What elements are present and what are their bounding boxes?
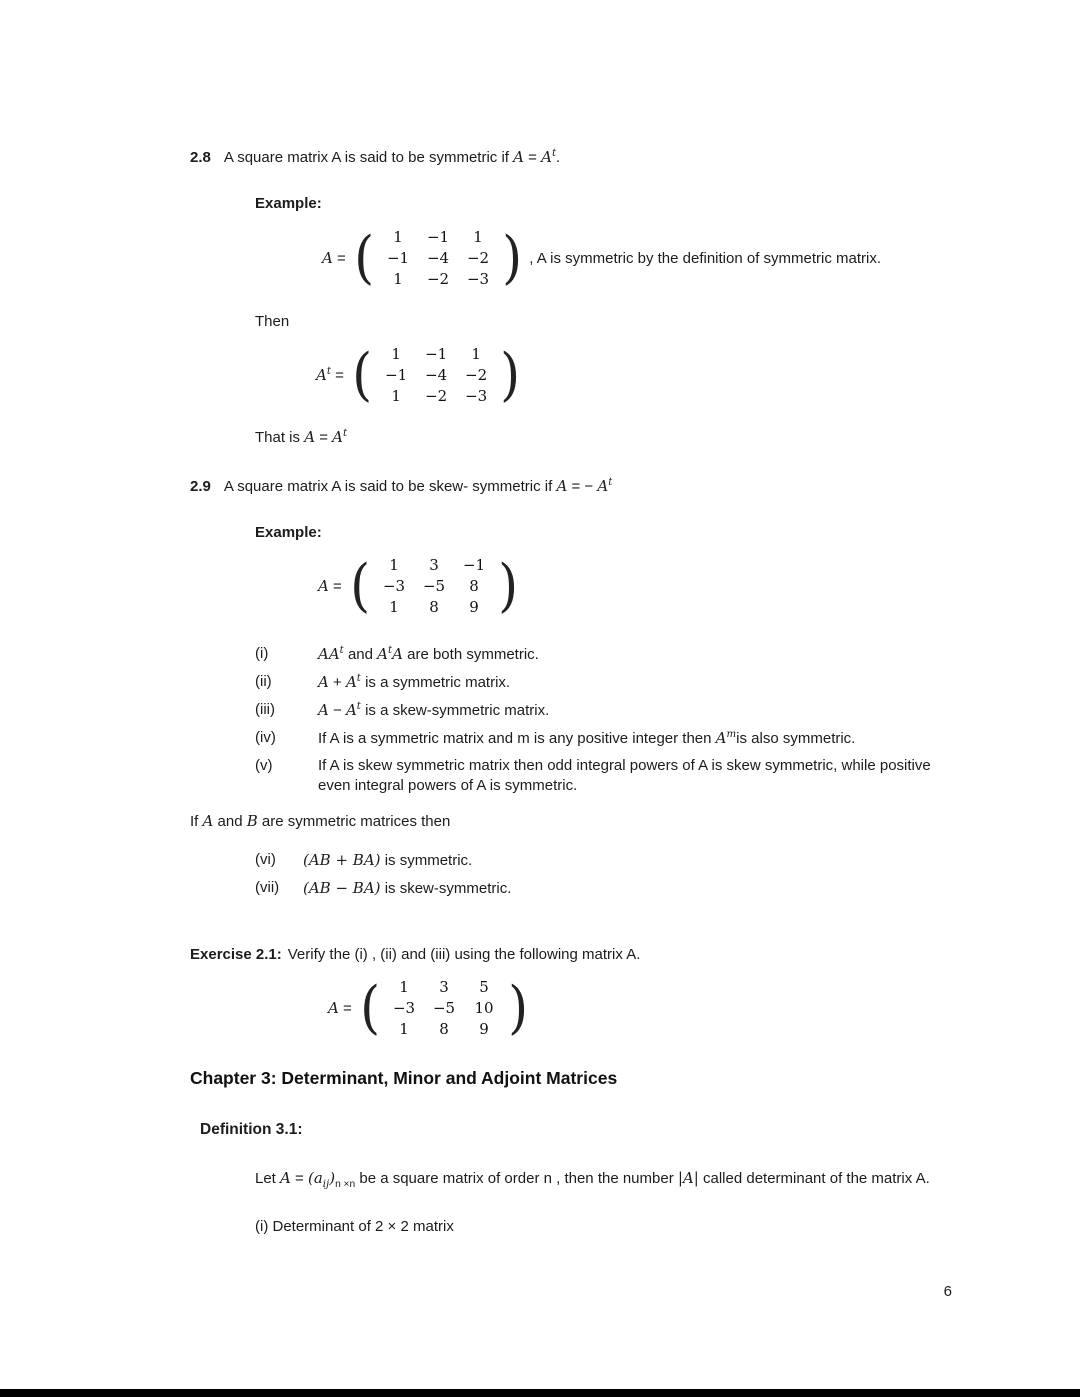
symmetric-note: If A and B are symmetric matrices then (190, 812, 451, 830)
matrix-3 (349, 555, 520, 618)
list-item (255, 644, 1020, 665)
definition-3-1-label: Definition 3.1: (200, 1121, 303, 1138)
example-label-1: Example: (255, 195, 322, 212)
right-paren-icon: ) (502, 225, 523, 291)
right-paren-icon: ) (498, 553, 519, 619)
matrix-lhs-4: A = (328, 999, 352, 1017)
item-text: $A - A^t$ is a skew-symmetric matrix. (318, 701, 550, 719)
matrix-2 (351, 344, 522, 407)
matrix-1-grid: 1 −1 1 −1 −4 −2 1 −2 −3 (386, 228, 490, 288)
definition-3-1-text: Let $A = (a_{ij})_{n \times n}$ be a square matrix of order n , then the number |A| called determinant of the matrix A. (255, 1169, 930, 1190)
matrix-lhs-3: A = (318, 577, 342, 595)
list-item (255, 728, 1020, 749)
page-number: 6 (943, 1283, 952, 1300)
matrix-4 (359, 977, 530, 1040)
item-text: If A is skew symmetric matrix then odd integral powers of A is skew symmetric, while positive even integral powers of A is symmetric. (318, 757, 931, 794)
list-item (255, 850, 1020, 871)
right-paren-icon: ) (500, 342, 521, 408)
exercise-text: Verify the (i) , (ii) and (iii) using the following matrix A. (287, 946, 641, 963)
section-2-8 (190, 147, 1020, 168)
item-label: (i) (255, 645, 269, 662)
section-2-8-number: 2.8 (190, 149, 211, 166)
item-label: (v) (255, 757, 273, 774)
property-list-2 (255, 850, 1020, 899)
matrix-equation-3 (318, 555, 1020, 618)
section-2-9-number: 2.9 (190, 478, 211, 495)
then-label: Then (255, 313, 290, 330)
left-paren-icon: ( (359, 975, 380, 1041)
item-label: (iii) (255, 701, 275, 718)
matrix-lhs-2: $A^t$ = (316, 366, 344, 384)
item-label: (vii) (255, 879, 280, 896)
example-label-2: Example: (255, 524, 322, 541)
item-text: $A + A^t$ is a symmetric matrix. (318, 673, 511, 691)
item-text: (AB + BA) is symmetric. (303, 851, 473, 869)
that-is-line: That is $A = A^t$ (255, 428, 348, 446)
matrix-2-grid: 1 −1 1 −1 −4 −2 1 −2 −3 (385, 345, 488, 405)
section-2-8-text: A square matrix A is said to be symmetric if $A = A^t$. (223, 148, 561, 166)
item-text: $AA^t$ and $A^tA$ are both symmetric. (318, 645, 539, 663)
list-item (255, 672, 1020, 693)
right-paren-icon: ) (508, 975, 529, 1041)
bottom-bar (0, 1389, 1080, 1397)
exercise-label: Exercise 2.1: (190, 946, 282, 963)
matrix-equation-1 (322, 227, 1020, 290)
list-item (255, 756, 1020, 796)
item-text: (AB − BA) is skew-symmetric. (303, 879, 512, 897)
section-2-9-text: A square matrix A is said to be skew- symmetric if A = − $A^t$ (223, 477, 613, 495)
matrix-equation-4 (328, 977, 1020, 1040)
matrix-caption-1: , A is symmetric by the definition of symmetric matrix. (529, 249, 882, 267)
matrix-3-grid: 1 3 −1 −3 −5 8 1 8 9 (382, 556, 486, 616)
determinant-2x2-line: (i) Determinant of 2 × 2 matrix (255, 1218, 454, 1235)
item-label: (vi) (255, 851, 276, 868)
chapter-3-heading: Chapter 3: Determinant, Minor and Adjoint Matrices (190, 1068, 618, 1088)
property-list (255, 644, 1020, 796)
exercise-2-1-line (190, 945, 1020, 965)
left-paren-icon: ( (349, 553, 370, 619)
item-text: If A is a symmetric matrix and m is any positive integer then $A^mis$ also symmetric. (318, 729, 856, 747)
item-label: (ii) (255, 673, 272, 690)
matrix-1 (353, 227, 524, 290)
list-item (255, 878, 1020, 899)
matrix-4-grid: 1 3 5 −3 −5 10 1 8 9 (392, 978, 494, 1038)
matrix-equation-2 (316, 344, 1020, 407)
item-label: (iv) (255, 729, 276, 746)
left-paren-icon: ( (353, 225, 374, 291)
left-paren-icon: ( (352, 342, 373, 408)
section-2-9 (190, 476, 1020, 497)
matrix-lhs-1: A = (322, 249, 346, 267)
list-item (255, 700, 1020, 721)
